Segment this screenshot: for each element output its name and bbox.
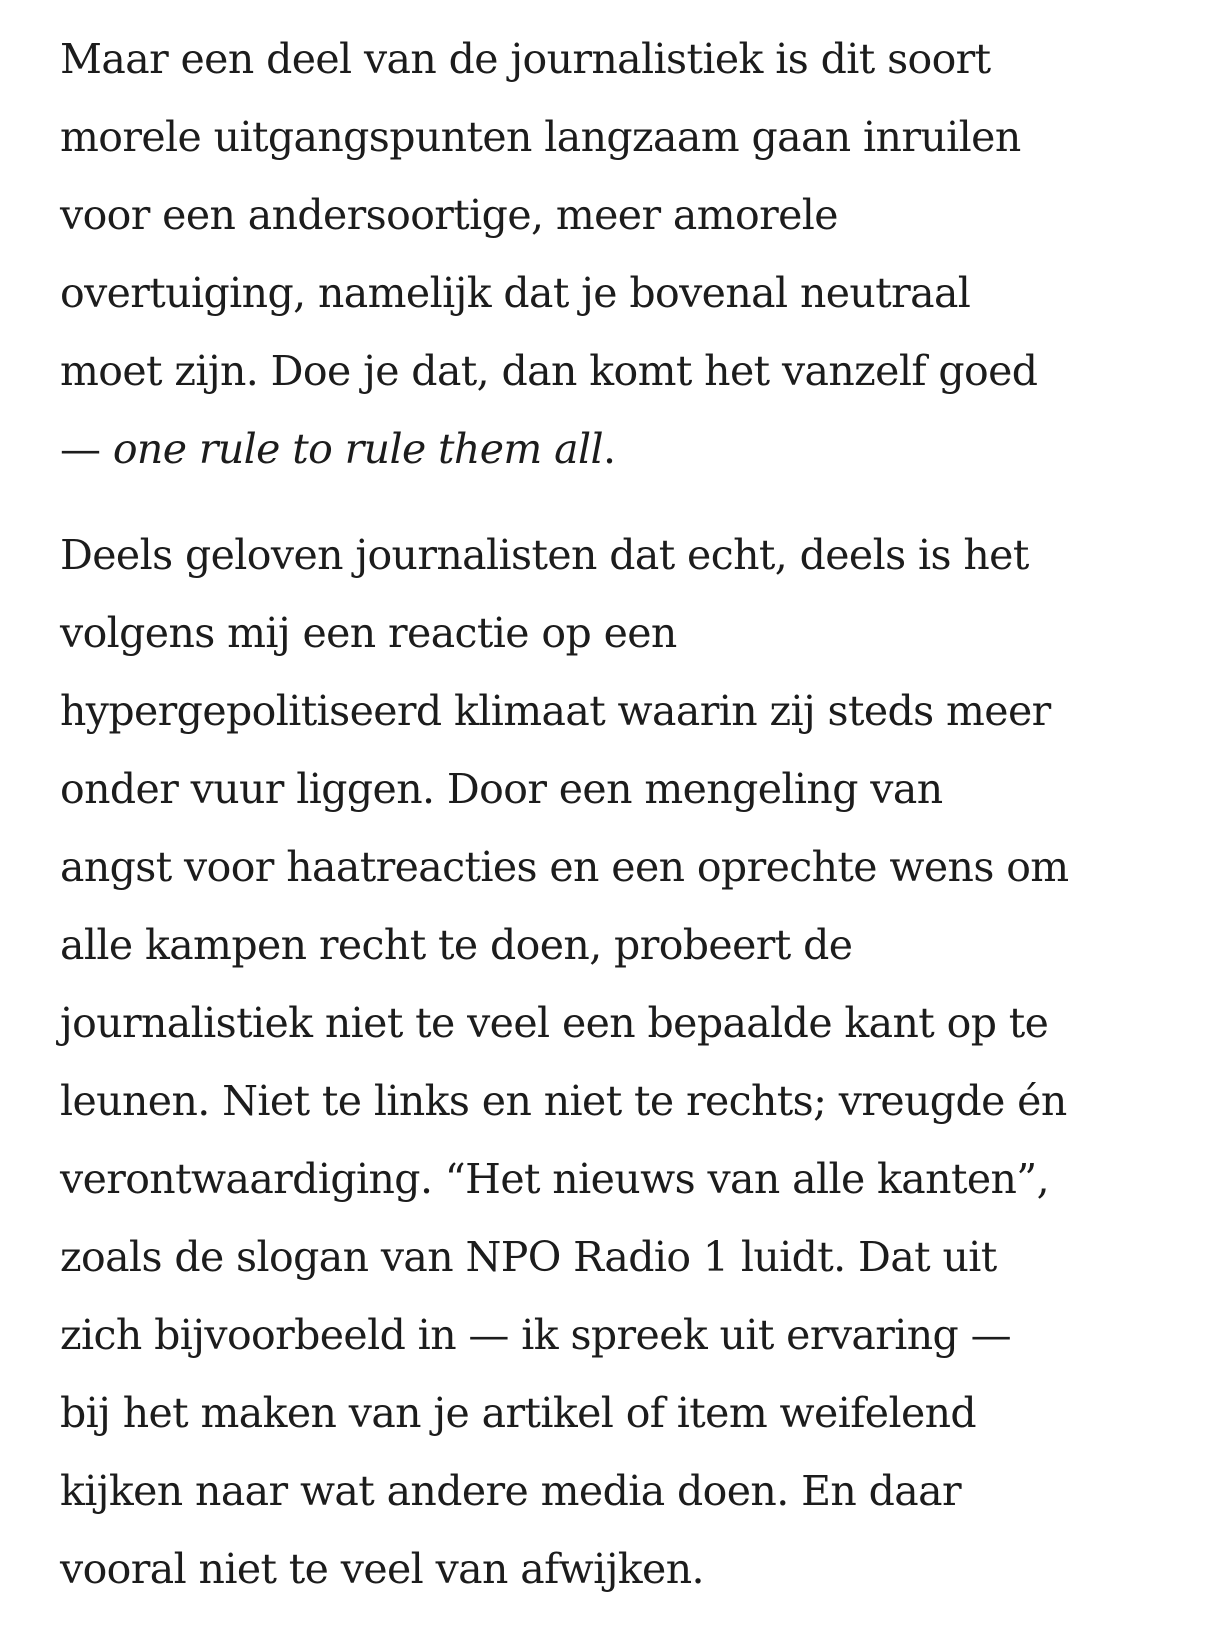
article-body — [60, 20, 1180, 1608]
paragraph-1 — [60, 20, 1180, 488]
text-line: kijken naar wat andere media doen. En daar — [60, 1467, 961, 1515]
text-line: morele uitgangspunten langzaam gaan inruilen — [60, 113, 1021, 161]
text-line: journalistiek niet te veel een bepaalde kant op te — [60, 999, 1049, 1047]
em-dash: — — [60, 425, 113, 473]
text-line: alle kampen recht te doen, probeert de — [60, 921, 853, 969]
italic-phrase: one rule to rule them all — [112, 425, 603, 473]
text-line: zich bijvoorbeeld in — ik spreek uit ervaring — — [60, 1311, 1012, 1359]
text-line: angst voor haatreacties en een oprechte wens om — [60, 843, 1069, 891]
text-line: voor een andersoortige, meer amorele — [60, 191, 838, 239]
text-line: hypergepolitiseerd klimaat waarin zij steds meer — [60, 687, 1051, 735]
text-line: Deels geloven journalisten dat echt, deels is het — [60, 531, 1029, 579]
text-line: zoals de slogan van NPO Radio 1 luidt. Dat uit — [60, 1233, 997, 1281]
paragraph-2 — [60, 516, 1180, 1608]
text-line: moet zijn. Doe je dat, dan komt het vanzelf goed — [60, 347, 1038, 395]
text-line: leunen. Niet te links en niet te rechts; vreugde én — [60, 1077, 1067, 1125]
text-line: volgens mij een reactie op een — [60, 609, 677, 657]
text-line: bij het maken van je artikel of item weifelend — [60, 1389, 977, 1437]
text-line-last — [60, 410, 1180, 488]
period: . — [602, 425, 616, 473]
text-line: onder vuur liggen. Door een mengeling van — [60, 765, 943, 813]
text-line: verontwaardiging. “Het nieuws van alle kanten”, — [60, 1155, 1050, 1203]
text-line: Maar een deel van de journalistiek is dit soort — [60, 35, 991, 83]
text-line: vooral niet te veel van afwijken. — [60, 1545, 704, 1593]
text-line: overtuiging, namelijk dat je bovenal neutraal — [60, 269, 971, 317]
